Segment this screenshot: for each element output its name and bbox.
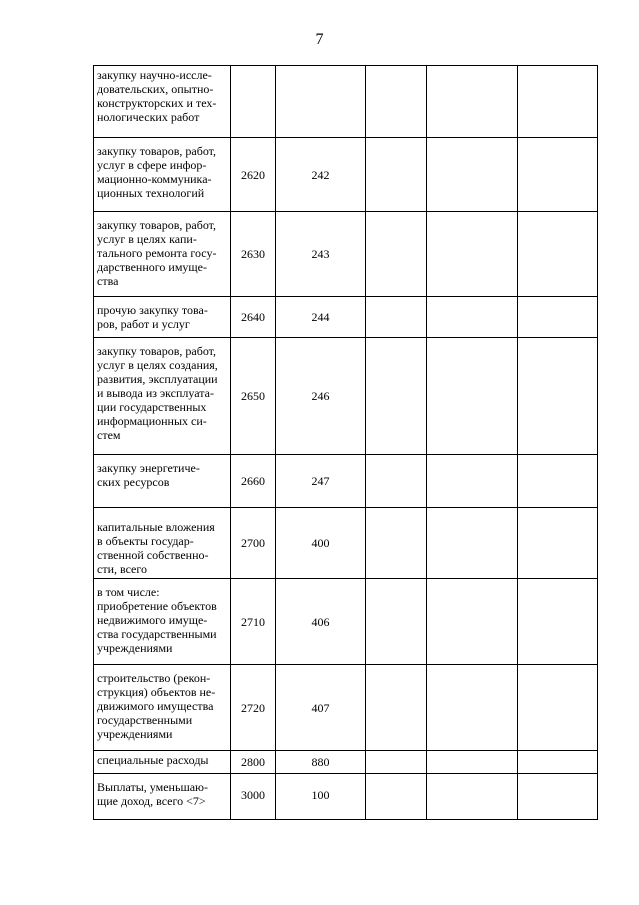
- table-row: [94, 338, 598, 455]
- value-cell: [427, 665, 518, 751]
- kbk-code-cell: 406: [276, 579, 366, 665]
- description-line: учреждениями: [97, 641, 173, 655]
- description-line: ства государственными: [97, 627, 217, 641]
- description-line: услуг в сфере инфор-: [97, 158, 207, 172]
- description-line: ции государственных: [97, 400, 207, 414]
- value-cell: [427, 297, 518, 338]
- row-description: [94, 297, 231, 338]
- line-code-cell: 2650: [231, 338, 276, 455]
- value-cell: [427, 138, 518, 212]
- value-cell: [427, 66, 518, 138]
- value-cell: [366, 66, 427, 138]
- value-cell: [518, 212, 598, 297]
- description-line: стем: [97, 428, 121, 442]
- description-line: мационно-коммуника-: [97, 172, 212, 186]
- row-description: [94, 508, 231, 579]
- table-row: [94, 455, 598, 508]
- value-cell: [518, 297, 598, 338]
- value-cell: [366, 751, 427, 774]
- kbk-code-cell: 407: [276, 665, 366, 751]
- value-cell: [518, 455, 598, 508]
- value-cell: [518, 579, 598, 665]
- value-cell: [366, 774, 427, 820]
- line-code-cell: 2700: [231, 508, 276, 579]
- kbk-code-cell: 400: [276, 508, 366, 579]
- value-cell: [427, 774, 518, 820]
- value-cell: [366, 297, 427, 338]
- description-line: учреждениями: [97, 727, 173, 741]
- row-description: [94, 774, 231, 820]
- description-line: прочую закупку това-: [97, 303, 208, 317]
- value-cell: [366, 212, 427, 297]
- description-line: недвижимого имуще-: [97, 613, 208, 627]
- line-code-cell: 3000: [231, 774, 276, 820]
- kbk-code-cell: 247: [276, 455, 366, 508]
- line-code-cell: 2620: [231, 138, 276, 212]
- value-cell: [518, 774, 598, 820]
- kbk-code-cell: 242: [276, 138, 366, 212]
- table-row: [94, 751, 598, 774]
- description-line: приобретение объектов: [97, 599, 217, 613]
- kbk-code-cell: [276, 66, 366, 138]
- table-row: [94, 66, 598, 138]
- description-line: ства: [97, 274, 119, 288]
- row-description: [94, 455, 231, 508]
- kbk-code-cell: 243: [276, 212, 366, 297]
- line-code-cell: 2640: [231, 297, 276, 338]
- description-line: закупку товаров, работ,: [97, 344, 217, 358]
- description-line: сти, всего: [97, 562, 148, 576]
- description-line: Выплаты, уменьшаю-: [97, 780, 208, 794]
- value-cell: [518, 751, 598, 774]
- table-row: [94, 579, 598, 665]
- value-cell: [427, 508, 518, 579]
- row-description: [94, 751, 231, 774]
- value-cell: [366, 338, 427, 455]
- description-line: ских ресурсов: [97, 475, 170, 489]
- row-description: [94, 138, 231, 212]
- value-cell: [518, 66, 598, 138]
- description-line: информационных си-: [97, 414, 207, 428]
- description-line: и вывода из эксплуата-: [97, 386, 214, 400]
- description-line: услуг в целях создания,: [97, 358, 218, 372]
- row-description: [94, 66, 231, 138]
- line-code-cell: 2800: [231, 751, 276, 774]
- value-cell: [427, 455, 518, 508]
- description-line: довательских, опытно-: [97, 82, 214, 96]
- description-line: закупку товаров, работ,: [97, 144, 217, 158]
- value-cell: [366, 579, 427, 665]
- description-line: в том числе:: [97, 585, 160, 599]
- description-line: ров, работ и услуг: [97, 317, 190, 331]
- row-description: [94, 212, 231, 297]
- value-cell: [427, 579, 518, 665]
- table-row: [94, 508, 598, 579]
- line-code-cell: 2710: [231, 579, 276, 665]
- row-description: [94, 665, 231, 751]
- table-row: [94, 665, 598, 751]
- description-line: специальные расходы: [97, 753, 209, 767]
- kbk-code-cell: 100: [276, 774, 366, 820]
- description-line: капитальные вложения: [97, 520, 215, 534]
- value-cell: [366, 138, 427, 212]
- value-cell: [427, 212, 518, 297]
- line-code-cell: 2660: [231, 455, 276, 508]
- value-cell: [366, 455, 427, 508]
- description-line: нологических работ: [97, 110, 200, 124]
- description-line: строительство (рекон-: [97, 671, 211, 685]
- description-line: закупку энергетиче-: [97, 461, 200, 475]
- description-line: закупку товаров, работ,: [97, 218, 217, 232]
- description-line: тального ремонта госу-: [97, 246, 217, 260]
- table-row: [94, 297, 598, 338]
- description-line: ственной собственно-: [97, 548, 209, 562]
- description-line: дарственного имуще-: [97, 260, 207, 274]
- kbk-code-cell: 880: [276, 751, 366, 774]
- description-line: развития, эксплуатации: [97, 372, 218, 386]
- description-line: закупку научно-иссле-: [97, 68, 212, 82]
- line-code-cell: [231, 66, 276, 138]
- line-code-cell: 2630: [231, 212, 276, 297]
- value-cell: [518, 665, 598, 751]
- description-line: государственными: [97, 713, 193, 727]
- table-row: [94, 212, 598, 297]
- description-line: в объекты государ-: [97, 534, 194, 548]
- description-line: конструкторских и тех-: [97, 96, 217, 110]
- row-description: [94, 579, 231, 665]
- description-line: щие доход, всего <7>: [97, 794, 206, 808]
- line-code-cell: 2720: [231, 665, 276, 751]
- description-line: движимого имущества: [97, 699, 214, 713]
- description-line: струкция) объектов не-: [97, 685, 216, 699]
- row-description: [94, 338, 231, 455]
- value-cell: [427, 751, 518, 774]
- description-line: услуг в целях капи-: [97, 232, 197, 246]
- kbk-code-cell: 246: [276, 338, 366, 455]
- value-cell: [366, 665, 427, 751]
- page-number: 7: [315, 31, 324, 48]
- table-row: [94, 774, 598, 820]
- value-cell: [366, 508, 427, 579]
- budget-table: [93, 65, 598, 820]
- value-cell: [518, 338, 598, 455]
- description-line: ционных технологий: [97, 186, 205, 200]
- table-row: [94, 138, 598, 212]
- value-cell: [518, 508, 598, 579]
- value-cell: [427, 338, 518, 455]
- kbk-code-cell: 244: [276, 297, 366, 338]
- value-cell: [518, 138, 598, 212]
